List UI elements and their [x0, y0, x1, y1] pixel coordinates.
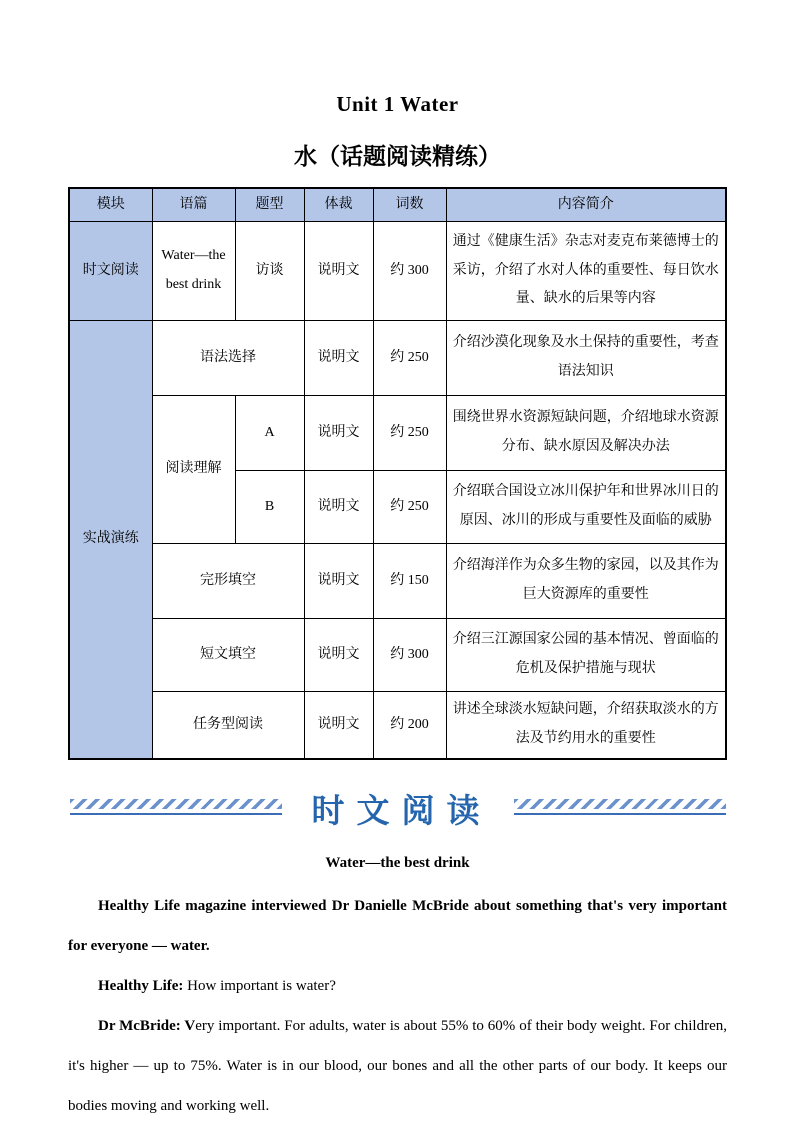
article-intro: Healthy Life magazine interviewed Dr Danielle McBride about something that's very important for everyone — water. [68, 898, 727, 954]
col-header-passage: 语篇 [152, 188, 235, 222]
cell-genre: 说明文 [304, 222, 373, 321]
cell-qtype: 访谈 [235, 222, 304, 321]
cell-summary: 介绍联合国设立冰川保护年和世界冰川日的原因、冰川的形成与重要性及面临的威胁 [446, 471, 726, 544]
topic-subtitle: 水（话题阅读精练） [294, 144, 501, 169]
question-text: How important is water? [183, 978, 336, 994]
col-header-summary: 内容简介 [446, 188, 726, 222]
cell-words: 约 250 [373, 396, 446, 471]
cell-passage: 阅读理解 [152, 396, 235, 544]
cell-summary: 讲述全球淡水短缺问题，介绍获取淡水的方法及节约用水的重要性 [446, 692, 726, 760]
cell-summary: 围绕世界水资源短缺问题，介绍地球水资源分布、缺水原因及解决办法 [446, 396, 726, 471]
overview-table [68, 187, 727, 760]
cell-summary: 介绍三江源国家公园的基本情况、曾面临的危机及保护措施与现状 [446, 619, 726, 692]
cell-words: 约 250 [373, 471, 446, 544]
banner-stripe-right [514, 799, 726, 815]
cell-summary: 通过《健康生活》杂志对麦克布莱德博士的采访，介绍了水对人体的重要性、每日饮水量、缺水的后果等内容 [446, 222, 726, 321]
cell-qtype: A [235, 396, 304, 471]
col-header-qtype: 题型 [235, 188, 304, 222]
table-header-row [69, 188, 726, 222]
cell-qtype: B [235, 471, 304, 544]
cell-qtype: 任务型阅读 [152, 692, 304, 760]
speaker-label: Dr McBride: V [98, 1018, 196, 1034]
qa-question [68, 966, 727, 1006]
table-row [69, 544, 726, 619]
cell-words: 约 300 [373, 619, 446, 692]
col-header-module: 模块 [69, 188, 152, 222]
section-banner [68, 785, 727, 832]
table-row [69, 396, 726, 471]
answer-text: ery important. For adults, water is about 55% to 60% of their body weight. For children, it's higher — up to 75%. Water is in our blood, our bones and all the other parts of our body. It keeps our bodies moving and working well. [68, 1018, 728, 1114]
cell-words: 约 250 [373, 321, 446, 396]
table-row [69, 222, 726, 321]
cell-words: 约 150 [373, 544, 446, 619]
banner-stripe-left [70, 799, 282, 815]
cell-words: 约 200 [373, 692, 446, 760]
cell-genre: 说明文 [304, 321, 373, 396]
col-header-genre: 体裁 [304, 188, 373, 222]
cell-genre: 说明文 [304, 544, 373, 619]
cell-words: 约 300 [373, 222, 446, 321]
section-banner-title: 时文阅读 [311, 791, 492, 830]
cell-module: 实战演练 [69, 321, 152, 760]
cell-summary: 介绍海洋作为众多生物的家园，以及其作为巨大资源库的重要性 [446, 544, 726, 619]
cell-passage: Water—the best drink [152, 222, 235, 321]
col-header-words: 词数 [373, 188, 446, 222]
cell-qtype: 语法选择 [152, 321, 304, 396]
cell-genre: 说明文 [304, 619, 373, 692]
cell-module: 时文阅读 [69, 222, 152, 321]
speaker-label: Healthy Life: [98, 978, 184, 994]
cell-genre: 说明文 [304, 692, 373, 760]
table-row [69, 619, 726, 692]
table-row [69, 692, 726, 760]
unit-title: Unit 1 Water [336, 92, 459, 116]
reading-article [68, 846, 727, 1122]
cell-qtype: 完形填空 [152, 544, 304, 619]
cell-summary: 介绍沙漠化现象及水土保持的重要性，考查语法知识 [446, 321, 726, 396]
article-title: Water—the best drink [325, 855, 470, 871]
cell-genre: 说明文 [304, 471, 373, 544]
table-row [69, 321, 726, 396]
cell-genre: 说明文 [304, 396, 373, 471]
cell-qtype: 短文填空 [152, 619, 304, 692]
qa-answer [68, 1006, 727, 1122]
